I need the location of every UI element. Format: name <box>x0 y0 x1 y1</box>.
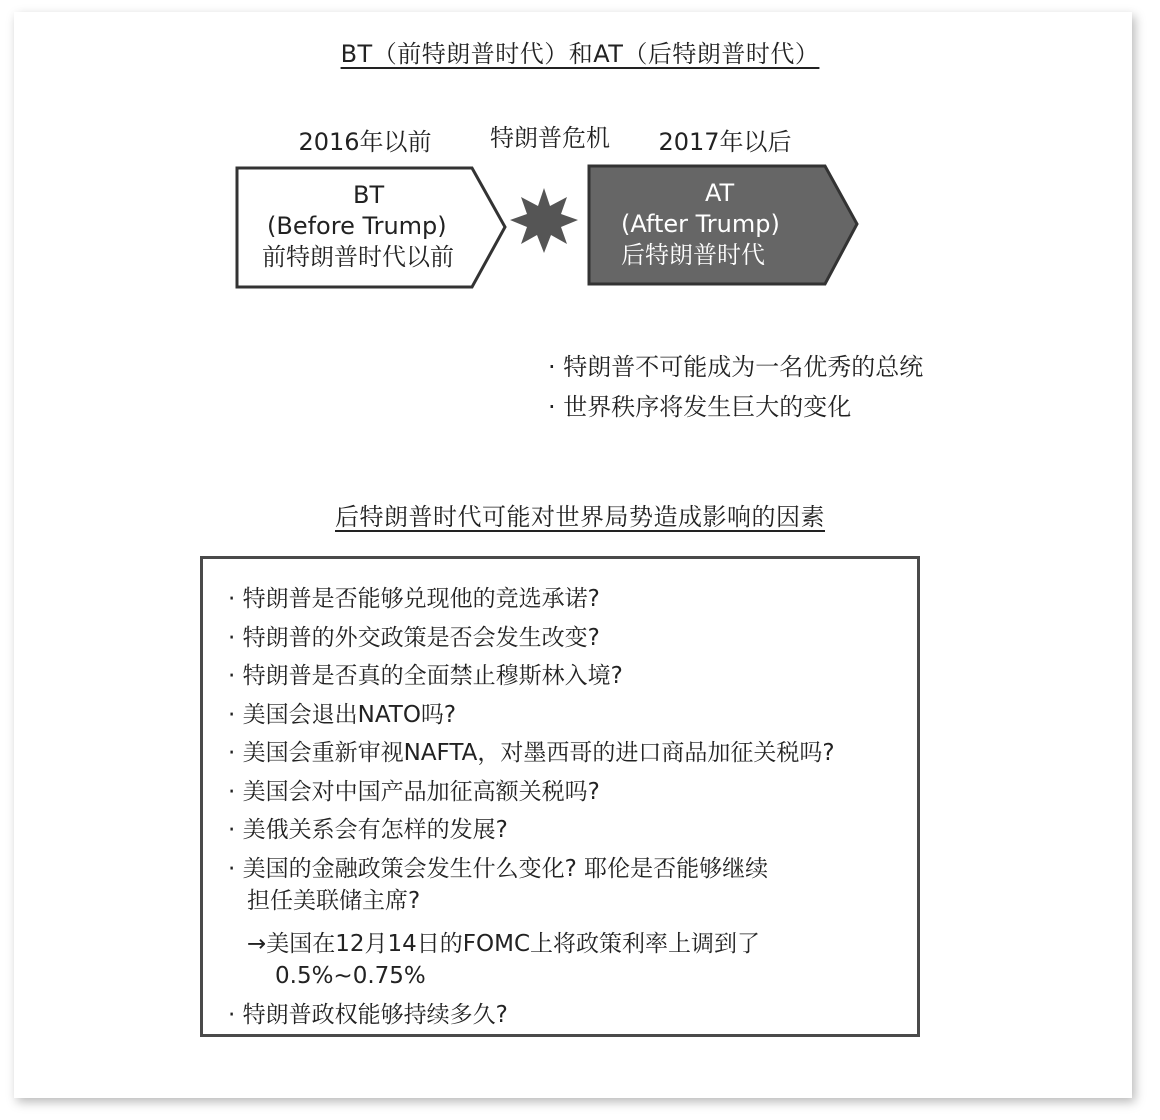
label-after-2017: 2017年以后 <box>658 128 792 156</box>
label-before-2016: 2016年以前 <box>298 128 432 156</box>
at-box-line2: (After Trump) <box>621 210 780 238</box>
factor-item: · 特朗普政权能够持续多久? <box>228 1001 508 1028</box>
factor-item: · 美国的金融政策会发生什么变化? 耶伦是否能够继续 <box>228 855 769 882</box>
factor-note: →美国在12月14日的FOMC上将政策利率上调到了 <box>247 930 761 957</box>
label-trump-crisis: 特朗普危机 <box>490 124 610 152</box>
at-box-line3: 后特朗普时代 <box>621 241 765 269</box>
factor-item: · 特朗普是否能够兑现他的竞选承诺? <box>228 586 600 612</box>
bt-box-line2: (Before Trump) <box>267 212 447 240</box>
bt-at-diagram <box>0 0 1160 320</box>
bt-box-text <box>237 180 502 273</box>
factor-item-continuation: 担任美联储主席? <box>247 888 421 914</box>
factor-item: · 美国会对中国产品加征高额关税吗? <box>228 778 600 805</box>
factor-item: · 特朗普的外交政策是否会发生改变? <box>228 624 600 651</box>
bullet-item: · 世界秩序将发生巨大的变化 <box>548 393 852 421</box>
at-box-line1: AT <box>705 179 735 207</box>
factors-list <box>228 580 835 1034</box>
crisis-burst-icon <box>510 188 578 253</box>
at-box-text <box>589 178 854 271</box>
title-factors: 后特朗普时代可能对世界局势造成影响的因素 <box>335 503 825 531</box>
factor-item: · 特朗普是否真的全面禁止穆斯林入境? <box>228 663 623 689</box>
bt-box-line3: 前特朗普时代以前 <box>262 243 454 271</box>
factor-item: · 美国会重新审视NAFTA，对墨西哥的进口商品加征关税吗? <box>228 740 835 766</box>
title-bt-at: BT（前特朗普时代）和AT（后特朗普时代） <box>340 40 820 68</box>
factor-note-continuation: 0.5%~0.75% <box>275 963 426 989</box>
factor-item: · 美俄关系会有怎样的发展? <box>228 817 508 843</box>
bullet-item: · 特朗普不可能成为一名优秀的总统 <box>548 353 924 381</box>
bt-box-line1: BT <box>353 181 385 209</box>
factor-item: · 美国会退出NATO吗? <box>228 701 457 728</box>
bullet-list <box>548 347 923 427</box>
